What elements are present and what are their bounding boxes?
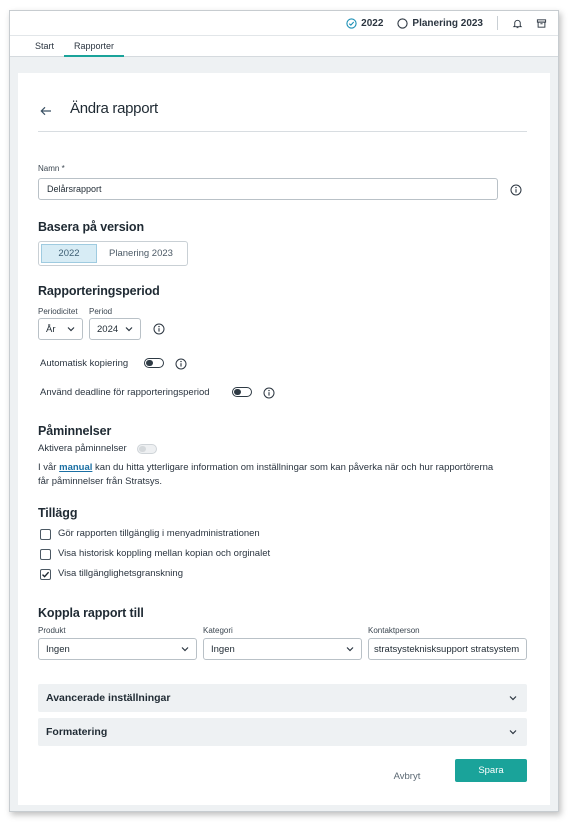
version-2022-toggle[interactable] bbox=[346, 18, 383, 29]
periodicity-label: Periodicitet bbox=[38, 307, 78, 316]
addon-checkbox-accessibility[interactable] bbox=[40, 569, 51, 580]
periodicity-select[interactable] bbox=[38, 318, 83, 340]
deadline-toggle[interactable] bbox=[232, 387, 252, 397]
chevron-down-icon bbox=[346, 646, 354, 652]
period-label: Period bbox=[89, 307, 113, 316]
main-tabs bbox=[10, 35, 558, 57]
product-value: Ingen bbox=[46, 643, 70, 655]
deadline-info-icon[interactable] bbox=[263, 387, 275, 399]
accordion-formatting-label: Formatering bbox=[46, 726, 108, 738]
product-select[interactable] bbox=[38, 638, 197, 660]
contact-input[interactable]: stratsysteknisksupport stratsystem bbox=[368, 638, 527, 660]
name-label: Namn * bbox=[38, 164, 65, 173]
chevron-down-icon bbox=[181, 646, 189, 652]
addon-checkbox-history[interactable] bbox=[40, 549, 51, 560]
name-input[interactable]: Delårsrapport bbox=[38, 178, 498, 200]
topbar-divider bbox=[497, 16, 498, 30]
contact-label: Kontaktperson bbox=[368, 626, 420, 635]
product-label: Produkt bbox=[38, 626, 66, 635]
base-version-option-2022[interactable]: 2022 bbox=[41, 244, 97, 263]
panel-header bbox=[38, 100, 527, 132]
chevron-down-icon bbox=[509, 729, 517, 735]
check-circle-icon bbox=[346, 18, 357, 29]
circle-icon bbox=[397, 18, 408, 29]
activate-reminders-label: Aktivera påminnelser bbox=[38, 443, 127, 454]
addons-heading: Tillägg bbox=[38, 506, 78, 520]
archive-icon[interactable] bbox=[534, 16, 548, 30]
period-info-icon[interactable] bbox=[153, 323, 165, 335]
reminders-info-prefix: I vår bbox=[38, 462, 57, 473]
activate-reminders-toggle[interactable] bbox=[137, 444, 157, 454]
chevron-down-icon bbox=[67, 326, 75, 332]
auto-copy-toggle[interactable] bbox=[144, 358, 164, 368]
version-active-label: 2022 bbox=[361, 17, 384, 29]
reminders-info-line2: får påminnelser från Stratsys. bbox=[38, 476, 163, 487]
category-label: Kategori bbox=[203, 626, 233, 635]
chevron-down-icon bbox=[509, 695, 517, 701]
auto-copy-label: Automatisk kopiering bbox=[40, 358, 129, 369]
page-title: Ändra rapport bbox=[70, 100, 158, 117]
reminders-info-text bbox=[38, 461, 528, 489]
bell-icon[interactable] bbox=[510, 16, 524, 30]
deadline-label: Använd deadline för rapporteringsperiod bbox=[40, 387, 210, 398]
checkmark-icon bbox=[41, 570, 50, 579]
addon-label-menu: Gör rapporten tillgänglig i menyadministrationen bbox=[58, 528, 260, 539]
base-version-heading: Basera på version bbox=[38, 220, 144, 234]
edit-report-panel bbox=[18, 73, 550, 805]
addon-checkbox-menu[interactable] bbox=[40, 529, 51, 540]
base-version-option-planering[interactable]: Planering 2023 bbox=[109, 248, 173, 259]
addon-label-history: Visa historisk koppling mellan kopian och orginalet bbox=[58, 548, 271, 559]
reminders-heading: Påminnelser bbox=[38, 424, 112, 438]
link-report-heading: Koppla rapport till bbox=[38, 606, 144, 620]
accordion-advanced-label: Avancerade inställningar bbox=[46, 692, 171, 704]
period-heading: Rapporteringsperiod bbox=[38, 284, 160, 298]
period-value: 2024 bbox=[97, 323, 119, 335]
period-select[interactable] bbox=[89, 318, 141, 340]
category-select[interactable] bbox=[203, 638, 362, 660]
tab-rapporter[interactable]: Rapporter bbox=[64, 41, 124, 56]
addon-label-accessibility: Visa tillgänglighetsgranskning bbox=[58, 568, 183, 579]
reminders-info-suffix: kan du hitta ytterligare information om inställningar som kan påverka när och hur rapportörerna bbox=[95, 462, 494, 473]
category-value: Ingen bbox=[211, 643, 235, 655]
base-version-segmented bbox=[38, 241, 188, 266]
accordion-formatting[interactable] bbox=[38, 718, 527, 746]
app-window bbox=[9, 10, 559, 812]
save-button[interactable]: Spara bbox=[455, 759, 527, 782]
name-info-icon[interactable] bbox=[510, 184, 522, 196]
back-arrow-icon[interactable] bbox=[38, 103, 54, 119]
version-planering-toggle[interactable] bbox=[397, 18, 483, 29]
top-bar bbox=[10, 11, 558, 35]
auto-copy-info-icon[interactable] bbox=[175, 358, 187, 370]
tab-start[interactable]: Start bbox=[35, 41, 55, 51]
chevron-down-icon bbox=[125, 326, 133, 332]
manual-link[interactable]: manual bbox=[59, 462, 93, 473]
periodicity-value: År bbox=[46, 323, 56, 335]
cancel-button[interactable]: Avbryt bbox=[393, 770, 421, 782]
version-other-label: Planering 2023 bbox=[412, 17, 483, 29]
accordion-advanced-settings[interactable] bbox=[38, 684, 527, 712]
